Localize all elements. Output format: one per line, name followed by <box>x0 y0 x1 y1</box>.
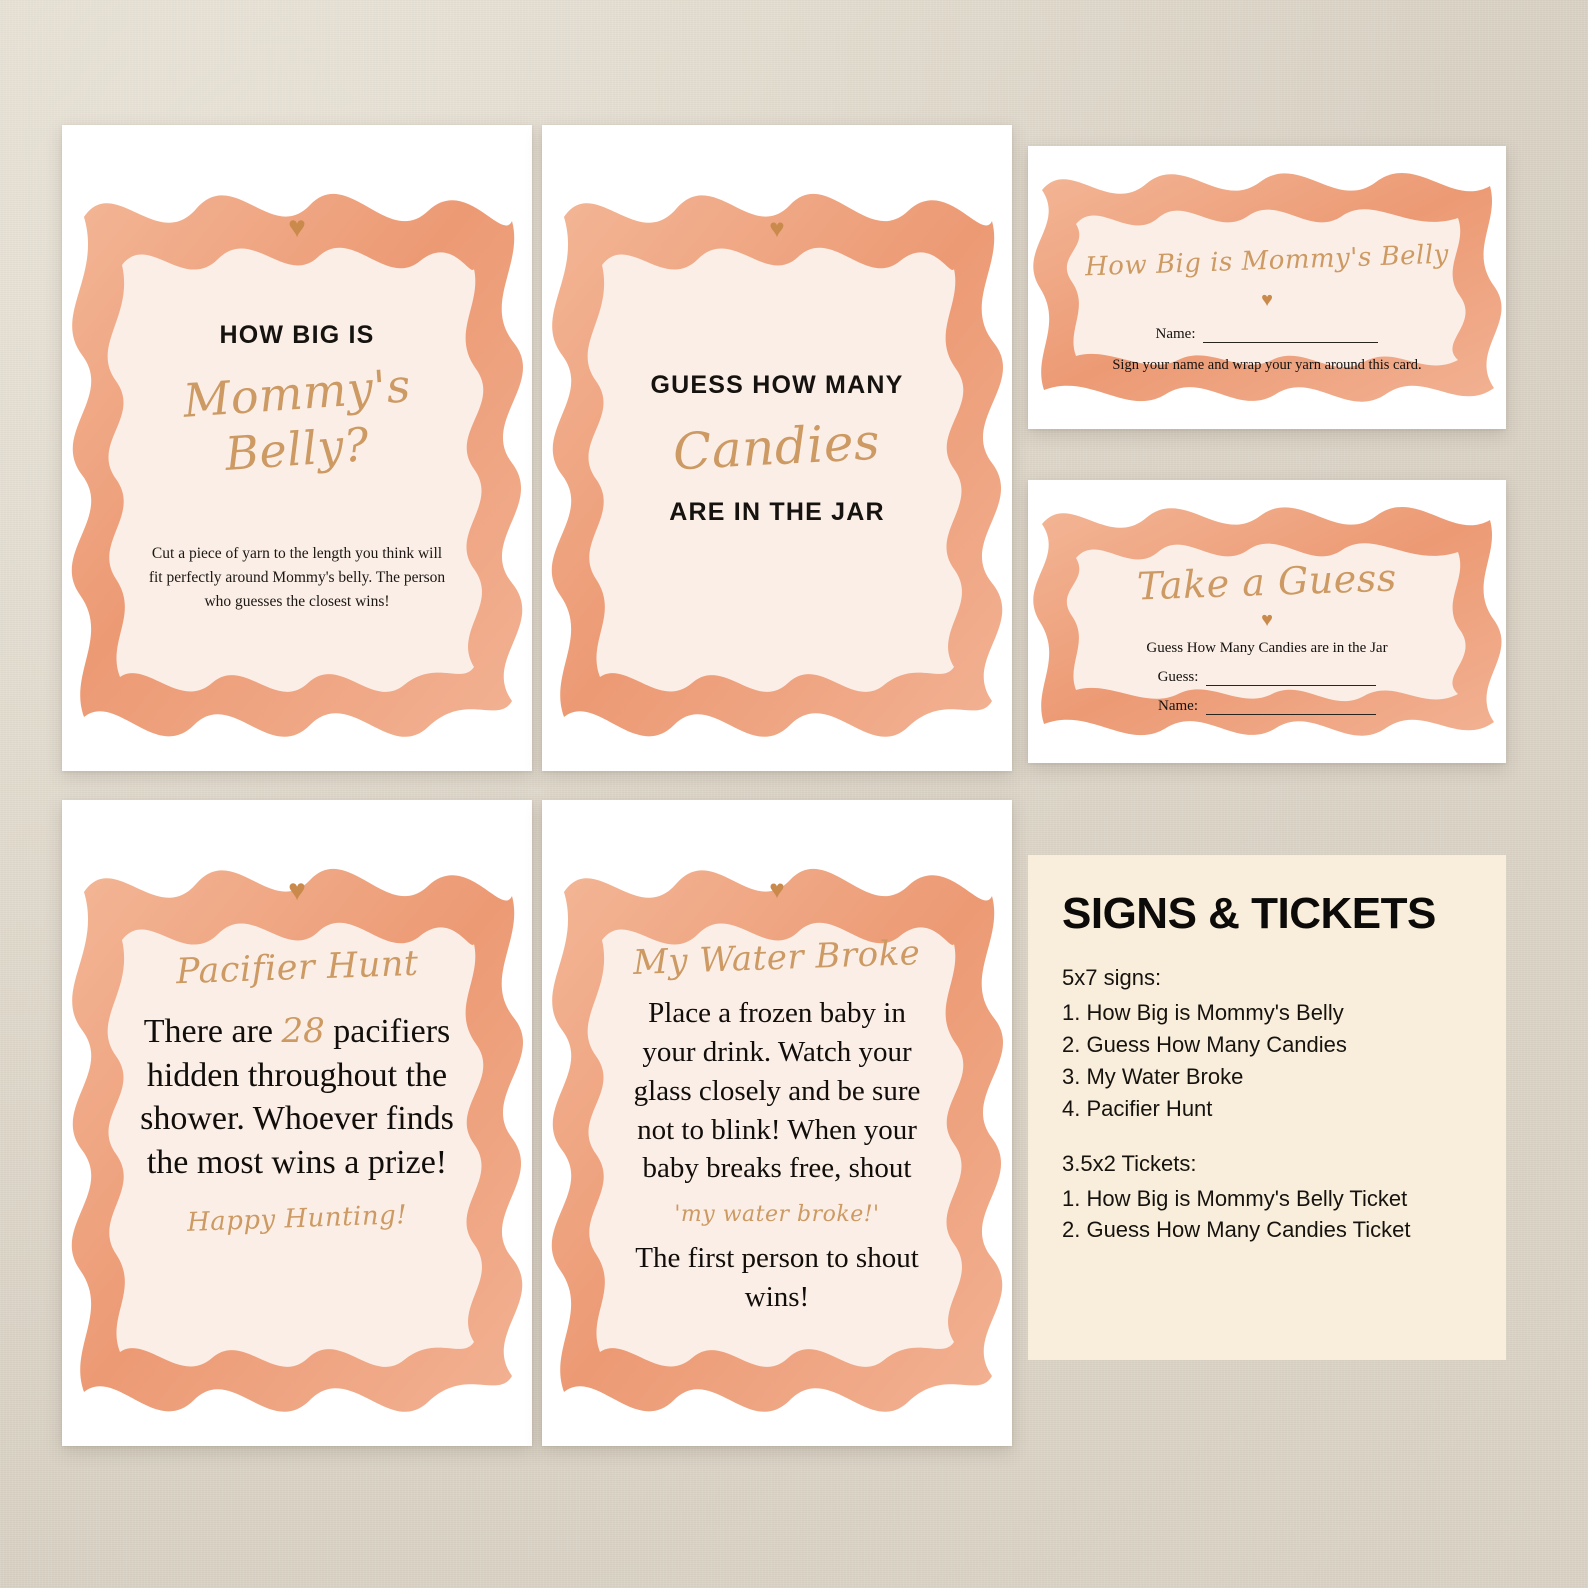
guess-label: Guess: <box>1157 669 1199 685</box>
ticket-take-a-guess[interactable] <box>1028 480 1506 763</box>
list-item: 1. How Big is Mommy's Belly Ticket <box>1062 1185 1408 1211</box>
guess-field-row[interactable] <box>1158 669 1377 686</box>
list-item: 2. Guess How Many Candies <box>1062 1031 1347 1057</box>
sign-body-text: Place a frozen baby in your drink. Watch your glass closely and be sure not to blink! When your baby breaks free, shout <box>633 997 921 1185</box>
heart-icon: ♥ <box>288 211 306 244</box>
spacer <box>1062 1125 1472 1151</box>
name-write-line[interactable] <box>1203 330 1378 343</box>
sign-body-text <box>132 1010 462 1184</box>
sign-line-3: ARE IN THE JAR <box>669 498 885 526</box>
pacifier-count: 28 <box>281 1011 325 1051</box>
list-item: 3. My Water Broke <box>1062 1063 1244 1089</box>
sign-pacifier-hunt[interactable] <box>62 800 532 1446</box>
pacifier-text-before: There are <box>143 1013 273 1050</box>
heart-icon: ♥ <box>1261 289 1273 311</box>
sign-line-3: Belly? <box>223 417 371 481</box>
ticket-how-big-is-mommys-belly[interactable] <box>1028 146 1506 429</box>
list-item: 2. Guess How Many Candies Ticket <box>1062 1217 1411 1243</box>
guess-write-line[interactable] <box>1206 673 1376 686</box>
sign-content <box>542 800 1012 1446</box>
ticket-instruction: Sign your name and wrap your yarn around this card. <box>1112 357 1422 373</box>
sign-content <box>62 125 532 771</box>
list-item: 1. How Big is Mommy's Belly <box>1062 1000 1344 1025</box>
sign-content <box>62 800 532 1446</box>
signs-group-heading: 5x7 signs: <box>1062 965 1162 990</box>
heart-icon: ♥ <box>769 213 785 243</box>
pacifier-text-after: pacifiers hidden throughout the shower. Whoever finds the most wins a prize! <box>140 1013 454 1181</box>
sign-how-big-is-mommys-belly[interactable] <box>62 125 532 771</box>
ticket-content <box>1028 146 1506 429</box>
heart-icon: ♥ <box>288 874 306 907</box>
panel-title: SIGNS & TICKETS <box>1062 889 1436 938</box>
tickets-list <box>1062 1183 1472 1247</box>
ticket-subtitle: Guess How Many Candies are in the Jar <box>1146 640 1388 656</box>
sign-content <box>542 125 1012 771</box>
sign-shout-text: 'my water broke!' <box>674 1202 880 1228</box>
name-field-row[interactable] <box>1158 698 1376 715</box>
sign-line-2: Mommy's <box>181 358 413 428</box>
sign-body-text: Cut a piece of yarn to the length you think will fit perfectly around Mommy's belly. The person who guesses the closest wins! <box>148 545 446 611</box>
sign-line-1: GUESS HOW MANY <box>650 371 904 399</box>
heart-icon: ♥ <box>769 874 785 904</box>
name-label: Name: <box>1158 698 1198 714</box>
sign-line-1: HOW BIG IS <box>219 321 375 349</box>
ticket-title: How Big is Mommy's Belly <box>1084 239 1450 283</box>
signs-and-tickets-info-panel <box>1028 855 1506 1360</box>
name-write-line[interactable] <box>1206 702 1376 715</box>
name-field-row[interactable] <box>1156 326 1379 343</box>
sign-guess-how-many-candies[interactable] <box>542 125 1012 771</box>
ticket-title: Take a Guess <box>1136 555 1398 609</box>
sign-my-water-broke[interactable] <box>542 800 1012 1446</box>
heart-icon: ♥ <box>1261 609 1273 631</box>
ticket-content <box>1028 480 1506 763</box>
list-item: 4. Pacifier Hunt <box>1062 1095 1213 1121</box>
signs-list <box>1062 997 1472 1125</box>
name-label: Name: <box>1155 326 1196 342</box>
sign-line-2: Candies <box>672 412 882 482</box>
sign-footer: Happy Hunting! <box>186 1200 408 1238</box>
sign-title: My Water Broke <box>632 932 922 984</box>
tickets-group-heading: 3.5x2 Tickets: <box>1062 1150 1197 1176</box>
sign-title: Pacifier Hunt <box>175 943 419 993</box>
sign-body-text-2: The first person to shout wins! <box>635 1242 919 1313</box>
